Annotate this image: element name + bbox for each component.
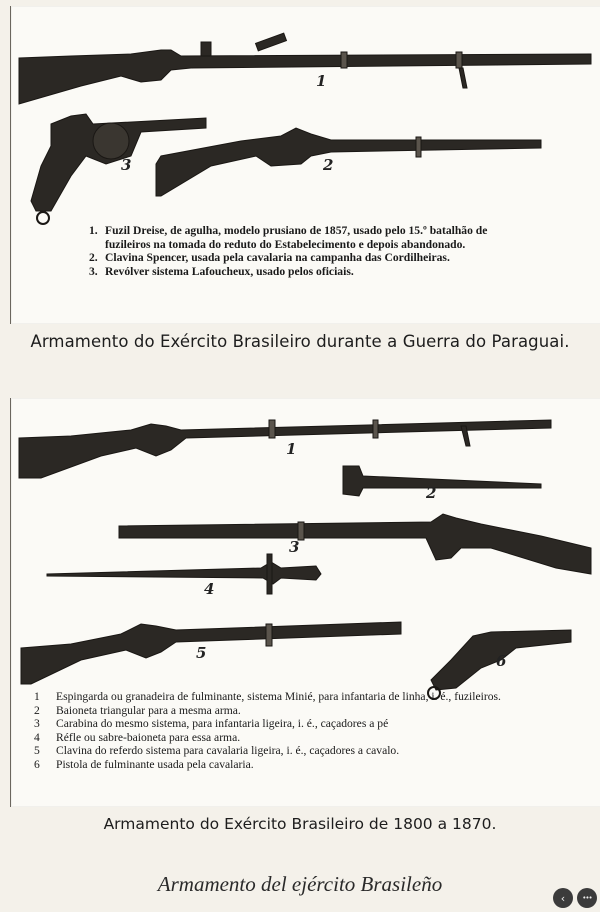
legend-number: 2	[34, 703, 40, 717]
triangular-bayonet-drawing	[343, 466, 541, 496]
figure-number: 1	[286, 440, 297, 458]
legend-number: 3.	[89, 264, 98, 278]
legend-text: Clavina Spencer, usada pela cavalaria na campanha das Cordilheiras.	[105, 251, 450, 265]
figure-number: 2	[323, 156, 334, 174]
legend-text: Pistola de fulminante usada pela cavalaria.	[56, 757, 254, 771]
dreyse-rifle-drawing	[19, 50, 591, 104]
legend-text: Baioneta triangular para a mesma arma.	[56, 703, 241, 717]
legend-number: 2.	[89, 251, 98, 265]
page-title: Armamento del ejército Brasileño	[157, 872, 443, 896]
legend-item	[34, 731, 554, 745]
legend-text: Réfle ou sabre-baioneta para essa arma.	[56, 730, 241, 744]
top-legend	[89, 224, 529, 278]
legend-number: 3	[34, 717, 40, 731]
figure-number: 3	[121, 156, 132, 174]
legend-item	[34, 758, 554, 772]
cavalry-carbine-drawing	[21, 622, 401, 684]
legend-text: Espingarda ou granadeira de fulminante, sistema Minié, para infantaria de linha, i. é., fuzileiros.	[56, 690, 501, 703]
figure-number: 3	[289, 538, 300, 556]
top-plate	[10, 6, 600, 324]
bottom-legend	[34, 690, 554, 772]
legend-number: 4	[34, 730, 40, 744]
legend-number: 1	[34, 690, 40, 703]
sword-bayonet-drawing	[47, 562, 321, 584]
legend-text: Fuzil Dreise, de agulha, modelo prusiano de 1857, usado pelo 15.º batalhão de fuzileiros na tomada do reduto do Estabelecimento e depois abandonado.	[105, 224, 488, 251]
chevron-left-icon: ‹	[560, 891, 566, 905]
spencer-carbine-drawing	[156, 128, 541, 196]
top-caption: Armamento do Exército Brasileiro durante a Guerra do Paraguai.	[30, 332, 570, 351]
legend-number: 5	[34, 744, 40, 758]
legend-item	[34, 704, 554, 718]
legend-item	[89, 265, 529, 279]
more-dots-icon: •••	[582, 894, 592, 902]
more-button[interactable]	[577, 888, 597, 908]
figure-number: 5	[196, 644, 207, 662]
legend-text: Revólver sistema Lafoucheux, usado pelos oficiais.	[105, 264, 354, 278]
legend-text: Carabina do mesmo sistema, para infantaria ligeira, i. é., caçadores a pé	[56, 717, 389, 731]
figure-number: 1	[316, 72, 327, 90]
bottom-caption: Armamento do Exército Brasileiro de 1800 a 1870.	[103, 815, 497, 833]
legend-item	[34, 690, 554, 704]
carbine-drawing	[119, 514, 591, 574]
figure-number: 4	[204, 580, 215, 598]
legend-item	[34, 744, 554, 758]
legend-number: 6	[34, 757, 40, 771]
figure-number: 2	[426, 484, 437, 502]
legend-item	[34, 717, 554, 731]
figure-number: 6	[496, 652, 507, 670]
prev-button[interactable]	[553, 888, 573, 908]
minie-rifle-drawing	[19, 420, 551, 478]
legend-number: 1.	[89, 224, 98, 237]
legend-item	[89, 224, 529, 251]
legend-text: Clavina do referdo sistema para cavalaria ligeira, i. é., caçadores a cavalo.	[56, 744, 400, 758]
legend-item	[89, 251, 529, 265]
